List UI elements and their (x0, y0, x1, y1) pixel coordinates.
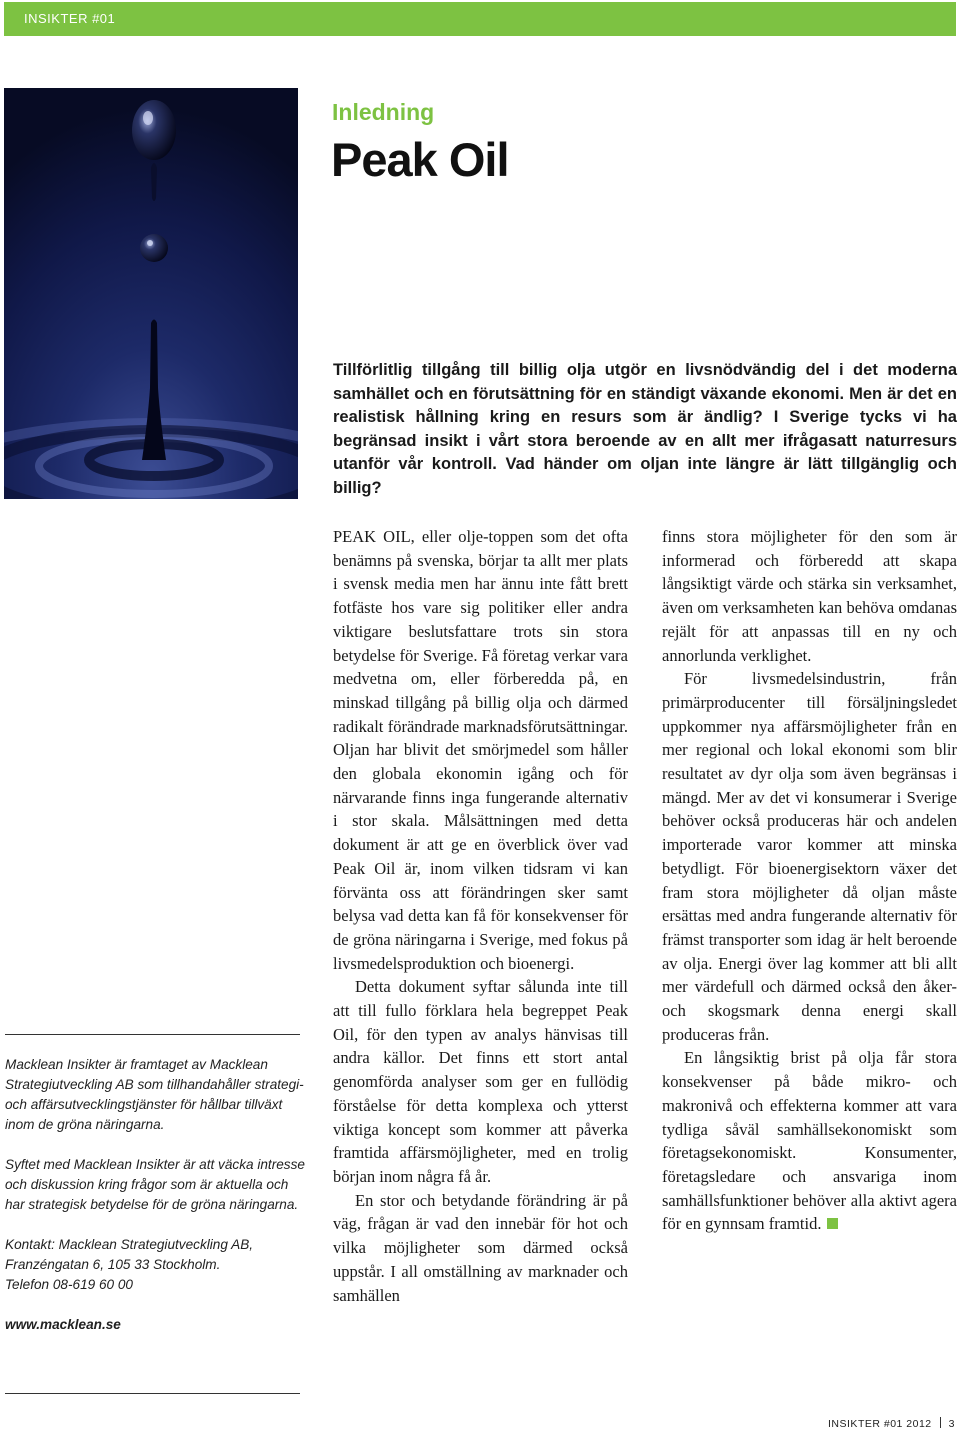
contact-phone: Telefon 08-619 60 00 (5, 1277, 133, 1292)
sidebar-contact (5, 1235, 305, 1295)
page-number: 3 (948, 1418, 955, 1430)
contact-address: Franzéngatan 6, 105 33 Stockholm. (5, 1257, 221, 1272)
body-paragraph: PEAK OIL, eller olje-toppen som det ofta benämns på svenska, börjar ta allt mer plats i svensk media men har ännu inte fått brett fotfäste hos vare sig politiker eller andra viktigare beslutsfattare trots sin stora betydelse för Sverige. Få företag verkar vara medvetna om, eller förberedda på, en minskad tillgång på billig olja och därmed radikalt förändrade marknadsförutsättningar. Oljan har blivit det smörjmedel som håller den globala ekonomin igång och för närvarande finns inga fungerande alternativ i stor skala. Målsättningen med detta dokument är att ge en överblick över vad Peak Oil är, inom vilken tidsram vi kan förvänta oss att förändringen sker samt belysa vad detta kan få för konsekvenser för de gröna näringarna i Sverige, med fokus på livsmedelsproduktion och bioenergi. (333, 527, 628, 973)
page-footer (828, 1417, 955, 1430)
body-paragraph-text: En långsiktig brist på olja får stora konsekvenser på både mikro- och makronivå och effekterna kommer att vara tydliga såväl samhällsekonomiskt som företagsekonomiskt. Konsumenter, företagsledare och ansvariga inom samhällsfunktioner behöver alla aktivt agera för en gynnsam framtid. (662, 1048, 957, 1234)
body-column-1 (333, 525, 628, 1307)
body-paragraph: finns stora möjligheter för den som är informerad och förberedd att skapa långsiktigt värde och stärka sin verksamhet, även om verksamheten kan behöva omdanas rejält för att anpassas till en ny och annorlunda verklighet. (662, 527, 957, 665)
page-title: Peak Oil (331, 133, 509, 186)
sidebar-purpose: Syftet med Macklean Insikter är att väcka intresse och diskussion kring frågor som är aktuella och har strategisk betydelse för de gröna näringarna. (5, 1157, 305, 1212)
oil-drop-photo (4, 88, 298, 499)
section-kicker: Inledning (332, 99, 435, 125)
header-bar (4, 2, 956, 36)
sidebar-about: Macklean Insikter är framtaget av Macklean Strategiutveckling AB som tillhandahåller strategi- och affärsutvecklingstjänster för hållbar tillväxt inom de gröna näringarna. (5, 1057, 304, 1132)
footer-separator (940, 1417, 941, 1428)
body-column-2 (662, 525, 957, 1236)
website-link[interactable]: www.macklean.se (5, 1317, 121, 1332)
contact-line: Kontakt: Macklean Strategiutveckling AB, (5, 1237, 254, 1252)
header-label: INSIKTER #01 (24, 11, 116, 26)
sidebar-info (5, 1055, 305, 1335)
sidebar-bottom-rule (5, 1393, 300, 1394)
footer-issue: INSIKTER #01 2012 (828, 1418, 932, 1430)
lead-paragraph: Tillförlitlig tillgång till billig olja utgör en livsnödvändig del i det moderna samhället och en förutsättning för en ständigt växande ekonomi. Men är det en realistisk hållning kring en resurs som är ändlig? I Sverige tycks vi ha begränsad insikt i vårt stora beroende av en allt mer ifrågasatt naturresurs utanför vår kontroll. Vad händer om oljan inte längre är lätt tillgänglig och billig? (333, 361, 957, 497)
body-paragraph: En stor och betydande förändring är på väg, frågan är vad den innebär för hot och vilka möjligheter som därmed också uppstår. I all omställning av marknader och samhällen (333, 1190, 628, 1305)
body-paragraph-last (662, 1046, 957, 1236)
green-square-icon (827, 1218, 838, 1229)
body-paragraph: För livsmedelsindustrin, från primärproducenter till försäljningsledet uppkommer nya affärsmöjligheter från en mer regional och lokal ekonomi som blir resultatet av dyr olja som även begränsas i mängd. Mer av det vi konsumerar i Sverige behöver också produceras här och andelen importerade varor kommer att minska betydligt. För bioenergisektorn växer det fram stora möjligheter då oljan måste ersättas med andra fungerande alternativ för främst transporter som idag är helt beroende av olja. Energi över lag kommer att bli allt mer värdefull och därmed också den åker- och skogsmark denna energi skall produceras från. (662, 669, 957, 1044)
body-paragraph: Detta dokument syftar sålunda inte till att till fullo förklara hela begreppet Peak Oil, för den typen av analys hänvisas till andra källor. Det finns ett stort antal genomförda analyser som ger en fullödig förståelse för detta komplexa och ytterst viktiga koncept som kommer att påverka framtida affärsmöjligheter, med en trolig början inom några få år. (333, 977, 628, 1186)
sidebar-top-rule (5, 1034, 300, 1035)
